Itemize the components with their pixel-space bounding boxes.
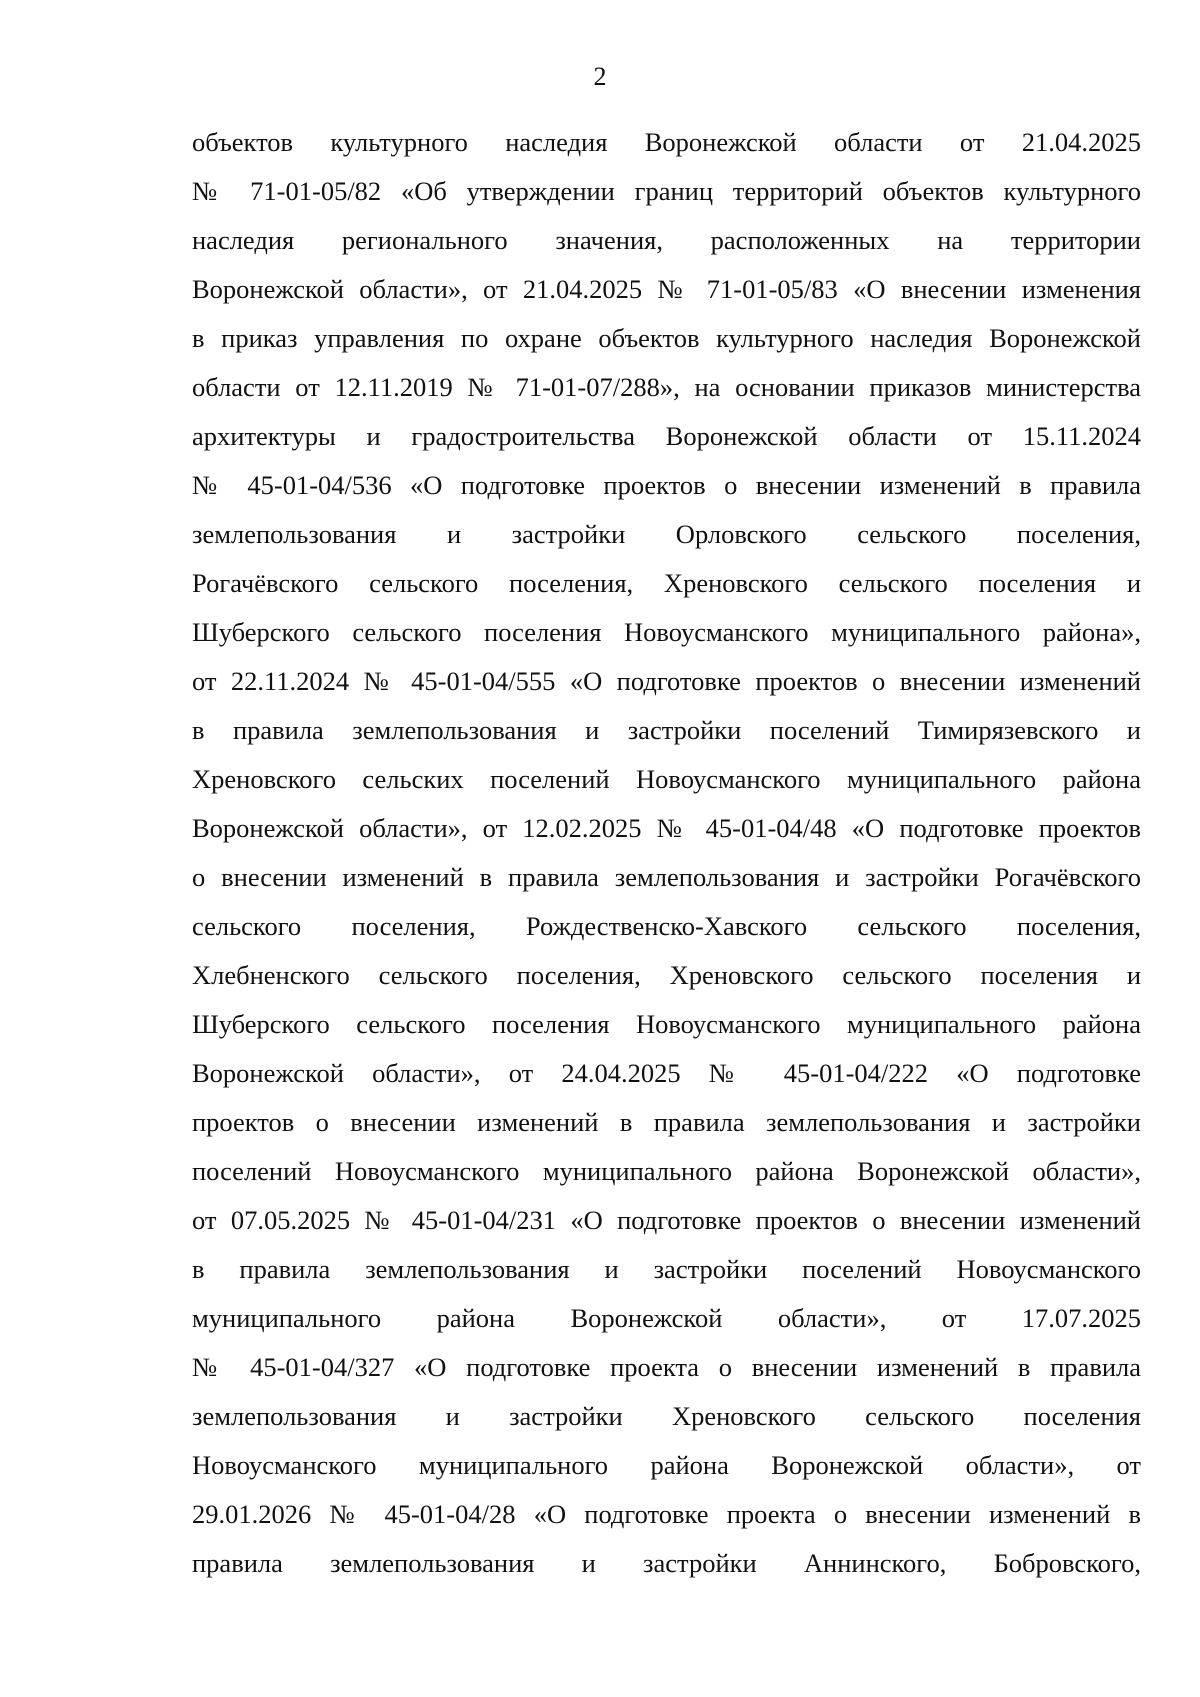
- text-line: объектов культурного наследия Воронежской области от 21.04.2025: [192, 127, 1141, 157]
- text-line: землепользования и застройки Хреновского сельского поселения: [192, 1401, 1141, 1431]
- page-number: 2: [593, 62, 607, 91]
- text-line: Воронежской области», от 24.04.2025 № 45-01-04/222 «О подготовке: [192, 1058, 1141, 1088]
- text-line: Шуберского сельского поселения Новоусманского муниципального района: [192, 1009, 1141, 1039]
- text-line: муниципального района Воронежской области», от 17.07.2025: [192, 1303, 1141, 1333]
- text-line: от 07.05.2025 № 45-01-04/231 «О подготовке проектов о внесении изменений: [192, 1205, 1141, 1235]
- text-line: № 71-01-05/82 «Об утверждении границ территорий объектов культурного: [192, 176, 1141, 206]
- text-line: наследия регионального значения, расположенных на территории: [192, 225, 1141, 255]
- text-line: правила землепользования и застройки Аннинского, Бобровского,: [192, 1548, 1141, 1578]
- text-line: Воронежской области», от 21.04.2025 № 71-01-05/83 «О внесении изменения: [192, 274, 1141, 304]
- text-line: в правила землепользования и застройки поселений Новоусманского: [192, 1254, 1141, 1284]
- text-line: 29.01.2026 № 45-01-04/28 «О подготовке проекта о внесении изменений в: [192, 1499, 1141, 1529]
- text-line: Шуберского сельского поселения Новоусманского муниципального района»,: [192, 617, 1141, 647]
- text-line: № 45-01-04/536 «О подготовке проектов о внесении изменений в правила: [192, 470, 1141, 500]
- text-line: Хлебненского сельского поселения, Хреновского сельского поселения и: [192, 960, 1141, 990]
- text-line: в правила землепользования и застройки поселений Тимирязевского и: [192, 715, 1141, 745]
- text-line: от 22.11.2024 № 45-01-04/555 «О подготовке проектов о внесении изменений: [192, 666, 1141, 696]
- text-line: о внесении изменений в правила землепользования и застройки Рогачёвского: [192, 862, 1141, 892]
- text-line: поселений Новоусманского муниципального района Воронежской области»,: [192, 1156, 1141, 1186]
- text-line: Воронежской области», от 12.02.2025 № 45-01-04/48 «О подготовке проектов: [192, 813, 1141, 843]
- text-line: области от 12.11.2019 № 71-01-07/288», на основании приказов министерства: [192, 372, 1141, 402]
- text-line: сельского поселения, Рождественско-Хавского сельского поселения,: [192, 911, 1141, 941]
- text-line: архитектуры и градостроительства Воронежской области от 15.11.2024: [192, 421, 1141, 451]
- text-line: Новоусманского муниципального района Воронежской области», от: [192, 1450, 1141, 1480]
- text-line: Рогачёвского сельского поселения, Хреновского сельского поселения и: [192, 568, 1141, 598]
- text-line: Хреновского сельских поселений Новоусманского муниципального района: [192, 764, 1141, 794]
- body-text: [192, 118, 1141, 1588]
- text-line: землепользования и застройки Орловского сельского поселения,: [192, 519, 1141, 549]
- text-line: проектов о внесении изменений в правила землепользования и застройки: [192, 1107, 1141, 1137]
- text-line: № 45-01-04/327 «О подготовке проекта о внесении изменений в правила: [192, 1352, 1141, 1382]
- text-line: в приказ управления по охране объектов культурного наследия Воронежской: [192, 323, 1141, 353]
